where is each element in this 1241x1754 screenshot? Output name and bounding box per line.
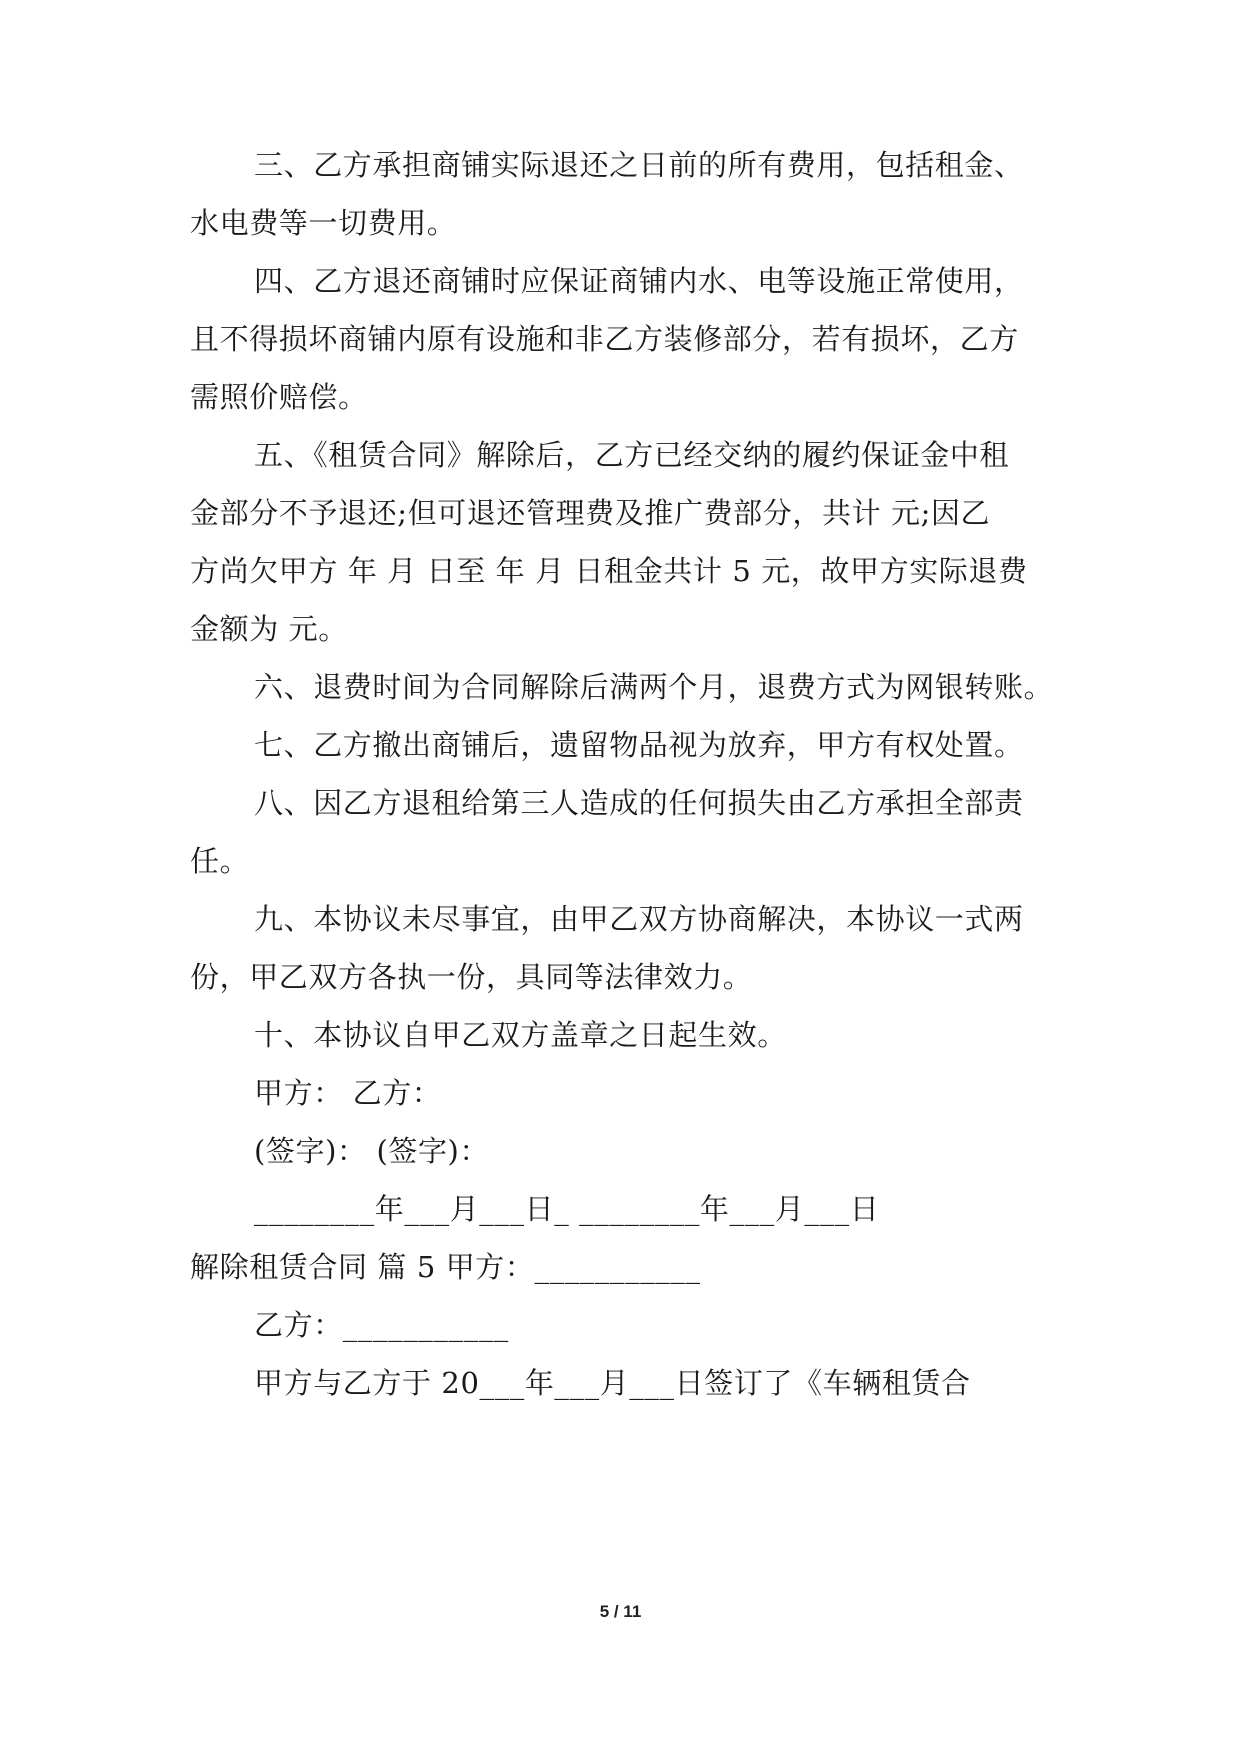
clause-5-line-4: 金额为 元。: [190, 612, 348, 646]
clause-8-line-2: 任。: [190, 844, 250, 878]
clause-9-line-1: 九、本协议未尽事宜，由甲乙双方协商解决，本协议一式两: [254, 902, 1024, 936]
party-b-line: 乙方：___________: [254, 1308, 509, 1342]
section-heading-party-a: 解除租赁合同 篇 5 甲方：___________: [190, 1250, 701, 1284]
clause-4-line-3: 需照价赔偿。: [190, 380, 368, 414]
contract-intro-line: 甲方与乙方于 20___年___月___日签订了《车辆租赁合: [254, 1366, 971, 1400]
party-labels: 甲方： 乙方：: [254, 1076, 442, 1110]
clause-4-line-2: 且不得损坏商铺内原有设施和非乙方装修部分，若有损坏，乙方: [190, 322, 1019, 356]
clause-3-line-2: 水电费等一切费用。: [190, 206, 457, 240]
clause-3-line-1: 三、乙方承担商铺实际退还之日前的所有费用，包括租金、: [254, 148, 1024, 182]
signature-labels: (签字)： (签字)：: [254, 1134, 490, 1168]
clause-10: 十、本协议自甲乙双方盖章之日起生效。: [254, 1018, 787, 1052]
clause-4-line-1: 四、乙方退还商铺时应保证商铺内水、电等设施正常使用，: [254, 264, 1024, 298]
clause-9-line-2: 份，甲乙双方各执一份，具同等法律效力。: [190, 960, 753, 994]
clause-8-line-1: 八、因乙方退租给第三人造成的任何损失由乙方承担全部责: [254, 786, 1024, 820]
signature-date-lines: ________年___月___日_ ________年___月___日: [254, 1192, 880, 1226]
clause-5-line-2: 金部分不予退还;但可退还管理费及推广费部分，共计 元;因乙: [190, 496, 991, 530]
clause-5-line-1: 五、《租赁合同》解除后，乙方已经交纳的履约保证金中租: [254, 438, 1010, 472]
clause-6: 六、退费时间为合同解除后满两个月，退费方式为网银转账。: [254, 670, 1054, 704]
page-number: 5 / 11: [599, 1602, 642, 1621]
clause-7: 七、乙方撤出商铺后，遗留物品视为放弃，甲方有权处置。: [254, 728, 1024, 762]
clause-5-line-3: 方尚欠甲方 年 月 日至 年 月 日租金共计 5 元，故甲方实际退费: [190, 554, 1028, 588]
